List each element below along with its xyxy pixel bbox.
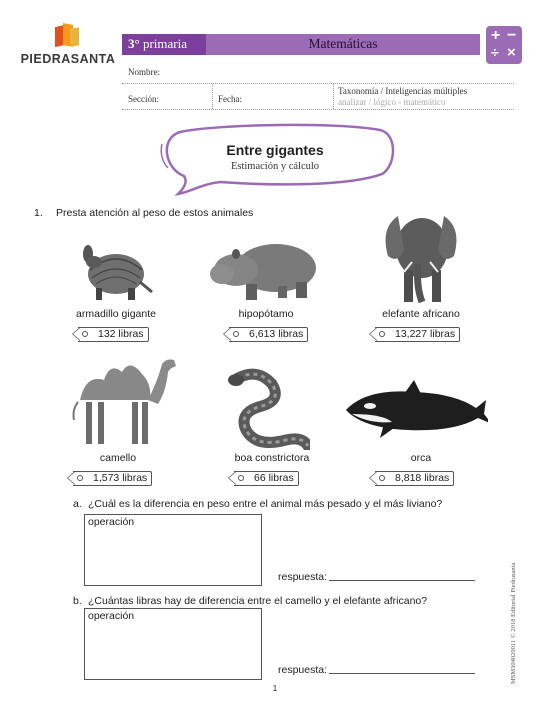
weight-tag: 13,227 libras [375,327,460,342]
question-text: Presta atención al peso de estos animales [56,207,254,219]
question-number: 1. [34,207,43,219]
elephant-photo [378,204,464,306]
camel-photo [70,352,180,448]
weight-tag: 132 libras [78,327,149,342]
subquestion-text: ¿Cuál es la diferencia en peso entre el animal más pesado y el más liviano? [88,498,443,510]
math-operations-icon: + − ÷ × [486,26,522,64]
animal-name: elefante africano [382,308,460,320]
orca-photo [344,380,488,442]
grade-label: 3° primaria [122,34,206,55]
operation-box[interactable]: operación [84,514,262,586]
animal-name: camello [99,452,137,464]
subject-title: Matemáticas [308,36,378,51]
page-number: 1 [272,684,278,693]
publisher-logo [18,22,118,66]
activity-subtitle: Estimación y cálculo [230,161,320,172]
book-logo-icon [53,22,83,50]
logo-text: PIEDRASANTA [20,52,116,66]
animal-name: boa constrictora [234,452,310,464]
response-label: respuesta: [278,571,328,583]
weight-tag: 6,613 libras [229,327,308,342]
nombre-line[interactable] [122,83,514,84]
nombre-label: Nombre: [128,67,160,77]
header-bar [122,34,480,55]
side-copyright: MSM304020011 © 2018 Editorial Piedrasanta [510,562,517,684]
seccion-label: Sección: [128,94,159,104]
weight-tag: 66 libras [234,471,299,486]
operation-box[interactable]: operación [84,608,262,680]
subquestion-letter: a. [73,498,82,510]
fecha-label: Fecha: [218,94,242,104]
animal-name: orca [410,452,432,464]
response-label: respuesta: [278,664,328,676]
activity-title: Entre gigantes [226,142,324,158]
animal-name: hipopótamo [238,308,294,320]
taxonomy-subtitle: analizar / lógico - matemático [338,97,446,107]
hippo-photo [210,234,322,304]
subquestion-text: ¿Cuántas libras hay de diferencia entre el camello y el elefante africano? [88,595,428,607]
taxonomy-title: Taxonomía / Inteligencias múltiples [338,86,468,96]
response-line[interactable] [329,580,475,581]
animal-name: armadillo gigante [76,308,156,320]
weight-tag: 8,818 libras [375,471,454,486]
weight-tag: 1,573 libras [73,471,152,486]
boa-photo [224,368,310,450]
response-line[interactable] [329,673,475,674]
armadillo-photo [74,236,154,304]
subquestion-letter: b. [73,595,82,607]
